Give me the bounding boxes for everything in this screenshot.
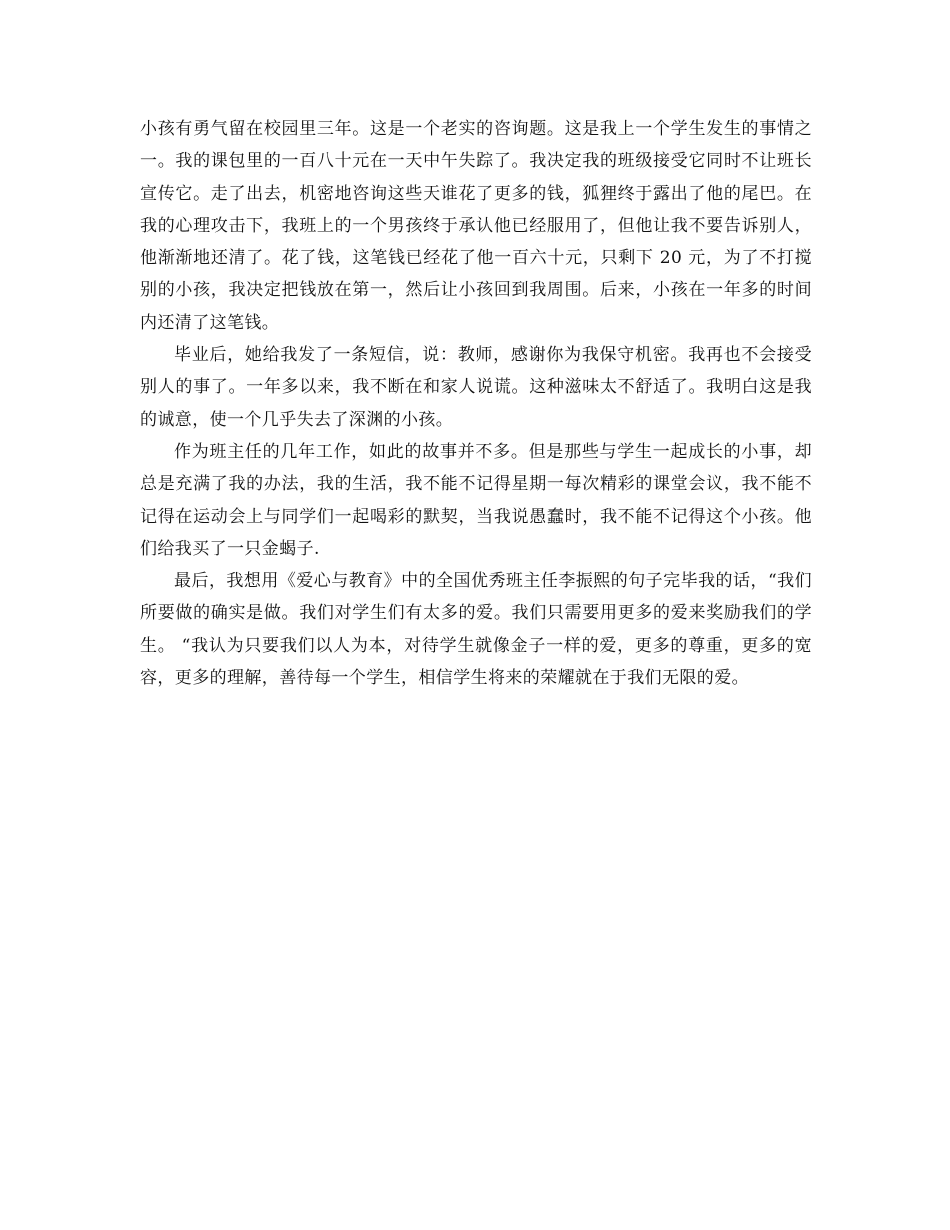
paragraph-4: 最后，我想用《爱心与教育》中的全国优秀班主任李振熙的句子完毕我的话，“我们所要做的确实是做。我们对学生们有太多的爱。我们只需要用更多的爱来奖励我们的学生。 “我认为只要我们以人为本，对待学生就像金子一样的爱，更多的尊重，更多的宽容，更多的理解，善待每一个学生，相信学生将来的荣耀就在于我们无限的爱。 [140, 571, 812, 689]
document-body [140, 113, 812, 694]
paragraph-1: 小孩有勇气留在校园里三年。这是一个老实的咨询题。这是我上一个学生发生的事情之一。我的课包里的一百八十元在一天中午失踪了。我决定我的班级接受它同时不让班长宣传它。走了出去，机密地咨询这些天谁花了更多的钱，狐狸终于露出了他的尾巴。在我的心理攻击下，我班上的一个男孩终于承认他已经服用了，但他让我不要告诉别人，他渐渐地还清了。花了钱，这笔钱已经花了他一百六十元，只剩下 20 元，为了不打搅别的小孩，我决定把钱放在第一，然后让小孩回到我周围。后来，小孩在一年多的时间内还清了这笔钱。 [140, 119, 812, 333]
paragraph-3: 作为班主任的几年工作，如此的故事并不多。但是那些与学生一起成长的小事，却总是充满了我的办法，我的生活，我不能不记得星期一每次精彩的课堂会议，我不能不记得在运动会上与同学们一起喝彩的默契，当我说愚蠢时，我不能不记得这个小孩。他们给我买了一只金蝎子. [140, 441, 812, 559]
paragraph-2: 毕业后，她给我发了一条短信，说：教师，感谢你为我保守机密。我再也不会接受别人的事了。一年多以来，我不断在和家人说谎。这种滋味太不舒适了。我明白这是我的诚意，使一个几乎失去了深渊的小孩。 [140, 345, 812, 430]
